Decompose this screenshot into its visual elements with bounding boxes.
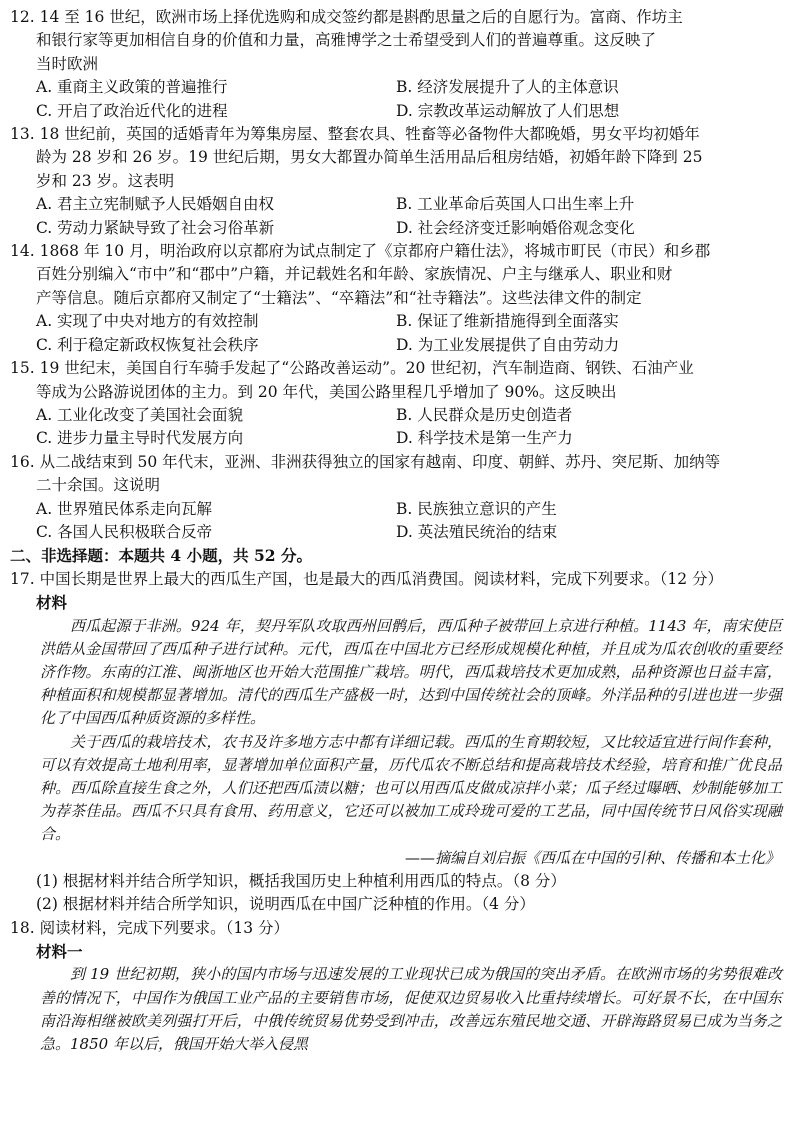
question-stem-line: 产等信息。随后京都府又制定了“士籍法”、“卒籍法”和“社寺籍法”。这些法律文件的制定 [36, 288, 642, 307]
option-d[interactable]: D. 为工业发展提供了自由劳动力 [396, 335, 620, 354]
question-18 [10, 917, 786, 1057]
question-stem-line: 百姓分别编入“市中”和“郡中”户籍，并记载姓名和年龄、家族情况、户主与继承人、职业和财 [36, 265, 673, 284]
option-row [10, 427, 786, 450]
question-stem-line: 二十余国。这说明 [36, 476, 161, 495]
option-c[interactable]: C. 劳动力紧缺导致了社会习俗革新 [36, 218, 275, 237]
option-a[interactable]: A. 世界殖民体系走向瓦解 [36, 499, 213, 518]
question-stem-line: 和银行家等更加相信自身的价值和力量，高雅博学之士希望受到人们的普遍尊重。这反映了 [36, 31, 657, 50]
sub-question: (1) 根据材料并结合所学知识，概括我国历史上种植利用西瓜的特点。（8 分） [36, 871, 566, 890]
question-stem-line: 18. 阅读材料，完成下列要求。（13 分） [10, 918, 289, 937]
question-stem-line: 14. 1868 年 10 月，明治政府以京都府为试点制定了《京都府户籍仕法》，将城市町民（市民）和乡郡 [10, 242, 711, 261]
option-row [10, 217, 786, 240]
option-d[interactable]: D. 科学技术是第一生产力 [396, 429, 573, 448]
question-stem-line: 15. 19 世纪末，美国自行车骑手发起了“公路改善运动”。20 世纪初，汽车制造商、钢铁、石油产业 [10, 359, 694, 378]
option-row [10, 404, 786, 427]
option-row [10, 76, 786, 99]
material-source: ——摘编自刘启振《西瓜在中国的引种、传播和本土化》 [404, 848, 780, 867]
material-text [10, 963, 786, 1056]
option-b[interactable]: B. 保证了维新措施得到全面落实 [396, 312, 619, 331]
option-row [10, 498, 786, 521]
option-a[interactable]: A. 工业化改变了美国社会面貌 [36, 405, 244, 424]
option-a[interactable]: A. 君主立宪制赋予人民婚姻自由权 [36, 195, 275, 214]
option-d[interactable]: D. 宗教改革运动解放了人们思想 [396, 101, 620, 120]
question-stem-line: 当时欧洲 [36, 54, 99, 73]
material-label: 材料 [36, 593, 68, 613]
option-c[interactable]: C. 开启了政治近代化的进程 [36, 101, 228, 120]
question-stem-line: 岁和 23 岁。这表明 [36, 171, 175, 190]
question-stem-line: 龄为 28 岁和 26 岁。19 世纪后期，男女大都置办简单生活用品后租房结婚，初婚年龄下降到 25 [36, 148, 703, 167]
option-row [10, 334, 786, 357]
option-d[interactable]: D. 社会经济变迁影响婚俗观念变化 [396, 218, 635, 237]
option-b[interactable]: B. 工业革命后英国人口出生率上升 [396, 195, 635, 214]
section-heading: 二、非选择题：本题共 4 小题，共 52 分。 [10, 546, 312, 566]
material-paragraph: 关于西瓜的栽培技术，农书及许多地方志中都有详细记载。西瓜的生育期较短，又比较适宜进行间作套种，可以有效提高土地利用率，显著增加单位面积产量，历代瓜农不断总结和提高栽培技术经验，培育和推广优良品种。西瓜除直接生食之外，人们还把西瓜渍以糖；也可以用西瓜皮做成凉拌小菜；瓜子经过曝晒、炒制能够加工为荐茶佳品。西瓜不只具有食用、药用意义，它还可以被加工成玲珑可爱的工艺品，同中国传统节日风俗实现融合。 [40, 732, 782, 844]
material-paragraph: 西瓜起源于非洲。924 年，契丹军队攻取西州回鹘后，西瓜种子被带回上京进行种植。1143 年，南宋使臣洪皓从金国带回了西瓜种子进行试种。元代，西瓜在中国北方已经形成规模化种植，并且成为瓜农创收的重要经济作物。东南的江淮、闽浙地区也开始大范围推广栽培。明代，西瓜栽培技术更加成熟，品种资源也日益丰富，种植面积和规模都显著增加。清代的西瓜生产盛极一时，达到中国传统社会的顶峰。外洋品种的引进也进一步强化了中国西瓜种质资源的多样性。 [40, 616, 782, 728]
material-label: 材料一 [36, 942, 83, 962]
option-b[interactable]: B. 经济发展提升了人的主体意识 [396, 78, 619, 97]
question-stem-line: 16. 从二战结束到 50 年代末，亚洲、非洲获得独立的国家有越南、印度、朝鲜、苏丹、突尼斯、加纳等 [10, 452, 721, 471]
option-a[interactable]: A. 实现了中央对地方的有效控制 [36, 312, 259, 331]
question-stem-line: 13. 18 世纪前，英国的适婚青年为筹集房屋、整套农具、牲畜等必备物件大都晚婚，男女平均初婚年 [10, 125, 700, 144]
option-row [10, 521, 786, 544]
option-c[interactable]: C. 各国人民积极联合反帝 [36, 522, 213, 541]
question-15 [10, 357, 786, 451]
option-a[interactable]: A. 重商主义政策的普遍推行 [36, 78, 228, 97]
question-12 [10, 6, 786, 123]
question-16 [10, 451, 786, 545]
sub-question: (2) 根据材料并结合所学知识，说明西瓜在中国广泛种植的作用。（4 分） [36, 895, 535, 914]
material-paragraph: 到 19 世纪初期，狭小的国内市场与迅速发展的工业现状已成为俄国的突出矛盾。在欧洲市场的劣势很难改善的情况下，中国作为俄国工业产品的主要销售市场，促使双边贸易收入比重持续增长。可好景不长，在中国东南沿海相继被欧美列强打开后，中俄传统贸易优势受到冲击，改善远东殖民地交通、开辟海路贸易已成为当务之急。1850 年以后，俄国开始大举入侵黑 [40, 965, 782, 1054]
option-c[interactable]: C. 进步力量主导时代发展方向 [36, 429, 244, 448]
question-13 [10, 123, 786, 240]
option-row [10, 100, 786, 123]
option-d[interactable]: D. 英法殖民统治的结束 [396, 522, 558, 541]
option-row [10, 193, 786, 216]
option-c[interactable]: C. 利于稳定新政权恢复社会秩序 [36, 335, 259, 354]
question-14 [10, 240, 786, 357]
option-b[interactable]: B. 民族独立意识的产生 [396, 499, 557, 518]
question-17 [10, 568, 786, 917]
option-row [10, 310, 786, 333]
question-stem-line: 12. 14 至 16 世纪，欧洲市场上择优选购和成交签约都是斟酌思量之后的自愿行为。富商、作坊主 [10, 8, 683, 26]
option-b[interactable]: B. 人民群众是历史创造者 [396, 405, 573, 424]
material-text [10, 615, 786, 847]
question-stem-line: 17. 中国长期是世界上最大的西瓜生产国，也是最大的西瓜消费国。阅读材料，完成下列要求。（12 分） [10, 569, 723, 588]
question-stem-line: 等成为公路游说团体的主力。到 20 年代，美国公路里程几乎增加了 90%。这反映出 [36, 382, 617, 401]
